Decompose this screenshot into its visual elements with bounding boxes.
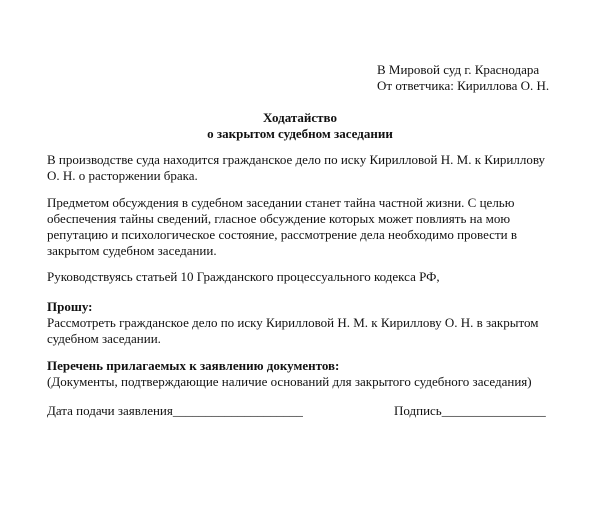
request-line: Рассмотреть гражданское дело по иску Кирилловой Н. М. к Кириллову О. Н. в закрытом <box>47 315 539 330</box>
title-line-2: о закрытом судебном заседании <box>207 126 393 141</box>
addressee-sender: От ответчика: Кириллова О. Н. <box>377 78 550 93</box>
paragraph-privacy-reason <box>47 195 567 259</box>
signature-field: Подпись________________ <box>394 403 546 418</box>
request-section <box>47 299 567 347</box>
request-line: судебном заседании. <box>47 331 161 346</box>
paragraph-line: В производстве суда находится гражданское дело по иску Кирилловой Н. М. к Кириллову <box>47 152 546 167</box>
paragraph-case-description <box>47 152 567 184</box>
addressee-court: В Мировой суд г. Краснодара <box>377 62 540 77</box>
paragraph-line: Руководствуясь статьей 10 Гражданского процессуального кодекса РФ, <box>47 269 440 284</box>
document-title <box>0 110 600 142</box>
attachments-heading: Перечень прилагаемых к заявлению документов: <box>47 358 340 373</box>
addressee-block <box>377 62 587 94</box>
paragraph-line: репутацию и психологическое состояние, рассмотрение дела необходимо провести в <box>47 227 517 242</box>
paragraph-legal-basis <box>47 269 567 285</box>
date-field: Дата подачи заявления____________________ <box>47 403 303 418</box>
request-heading: Прошу: <box>47 299 93 314</box>
attachments-section <box>47 358 567 390</box>
attachments-line: (Документы, подтверждающие наличие оснований для закрытого судебного заседания) <box>47 374 532 389</box>
paragraph-line: обеспечения тайны сведений, гласное обсуждение которых может повлиять на мою <box>47 211 511 226</box>
paragraph-line: закрытом судебном заседании. <box>47 243 217 258</box>
paragraph-line: Предметом обсуждения в судебном заседании станет тайна частной жизни. С целью <box>47 195 515 210</box>
title-line-1: Ходатайство <box>263 110 337 125</box>
paragraph-line: О. Н. о расторжении брака. <box>47 168 198 183</box>
